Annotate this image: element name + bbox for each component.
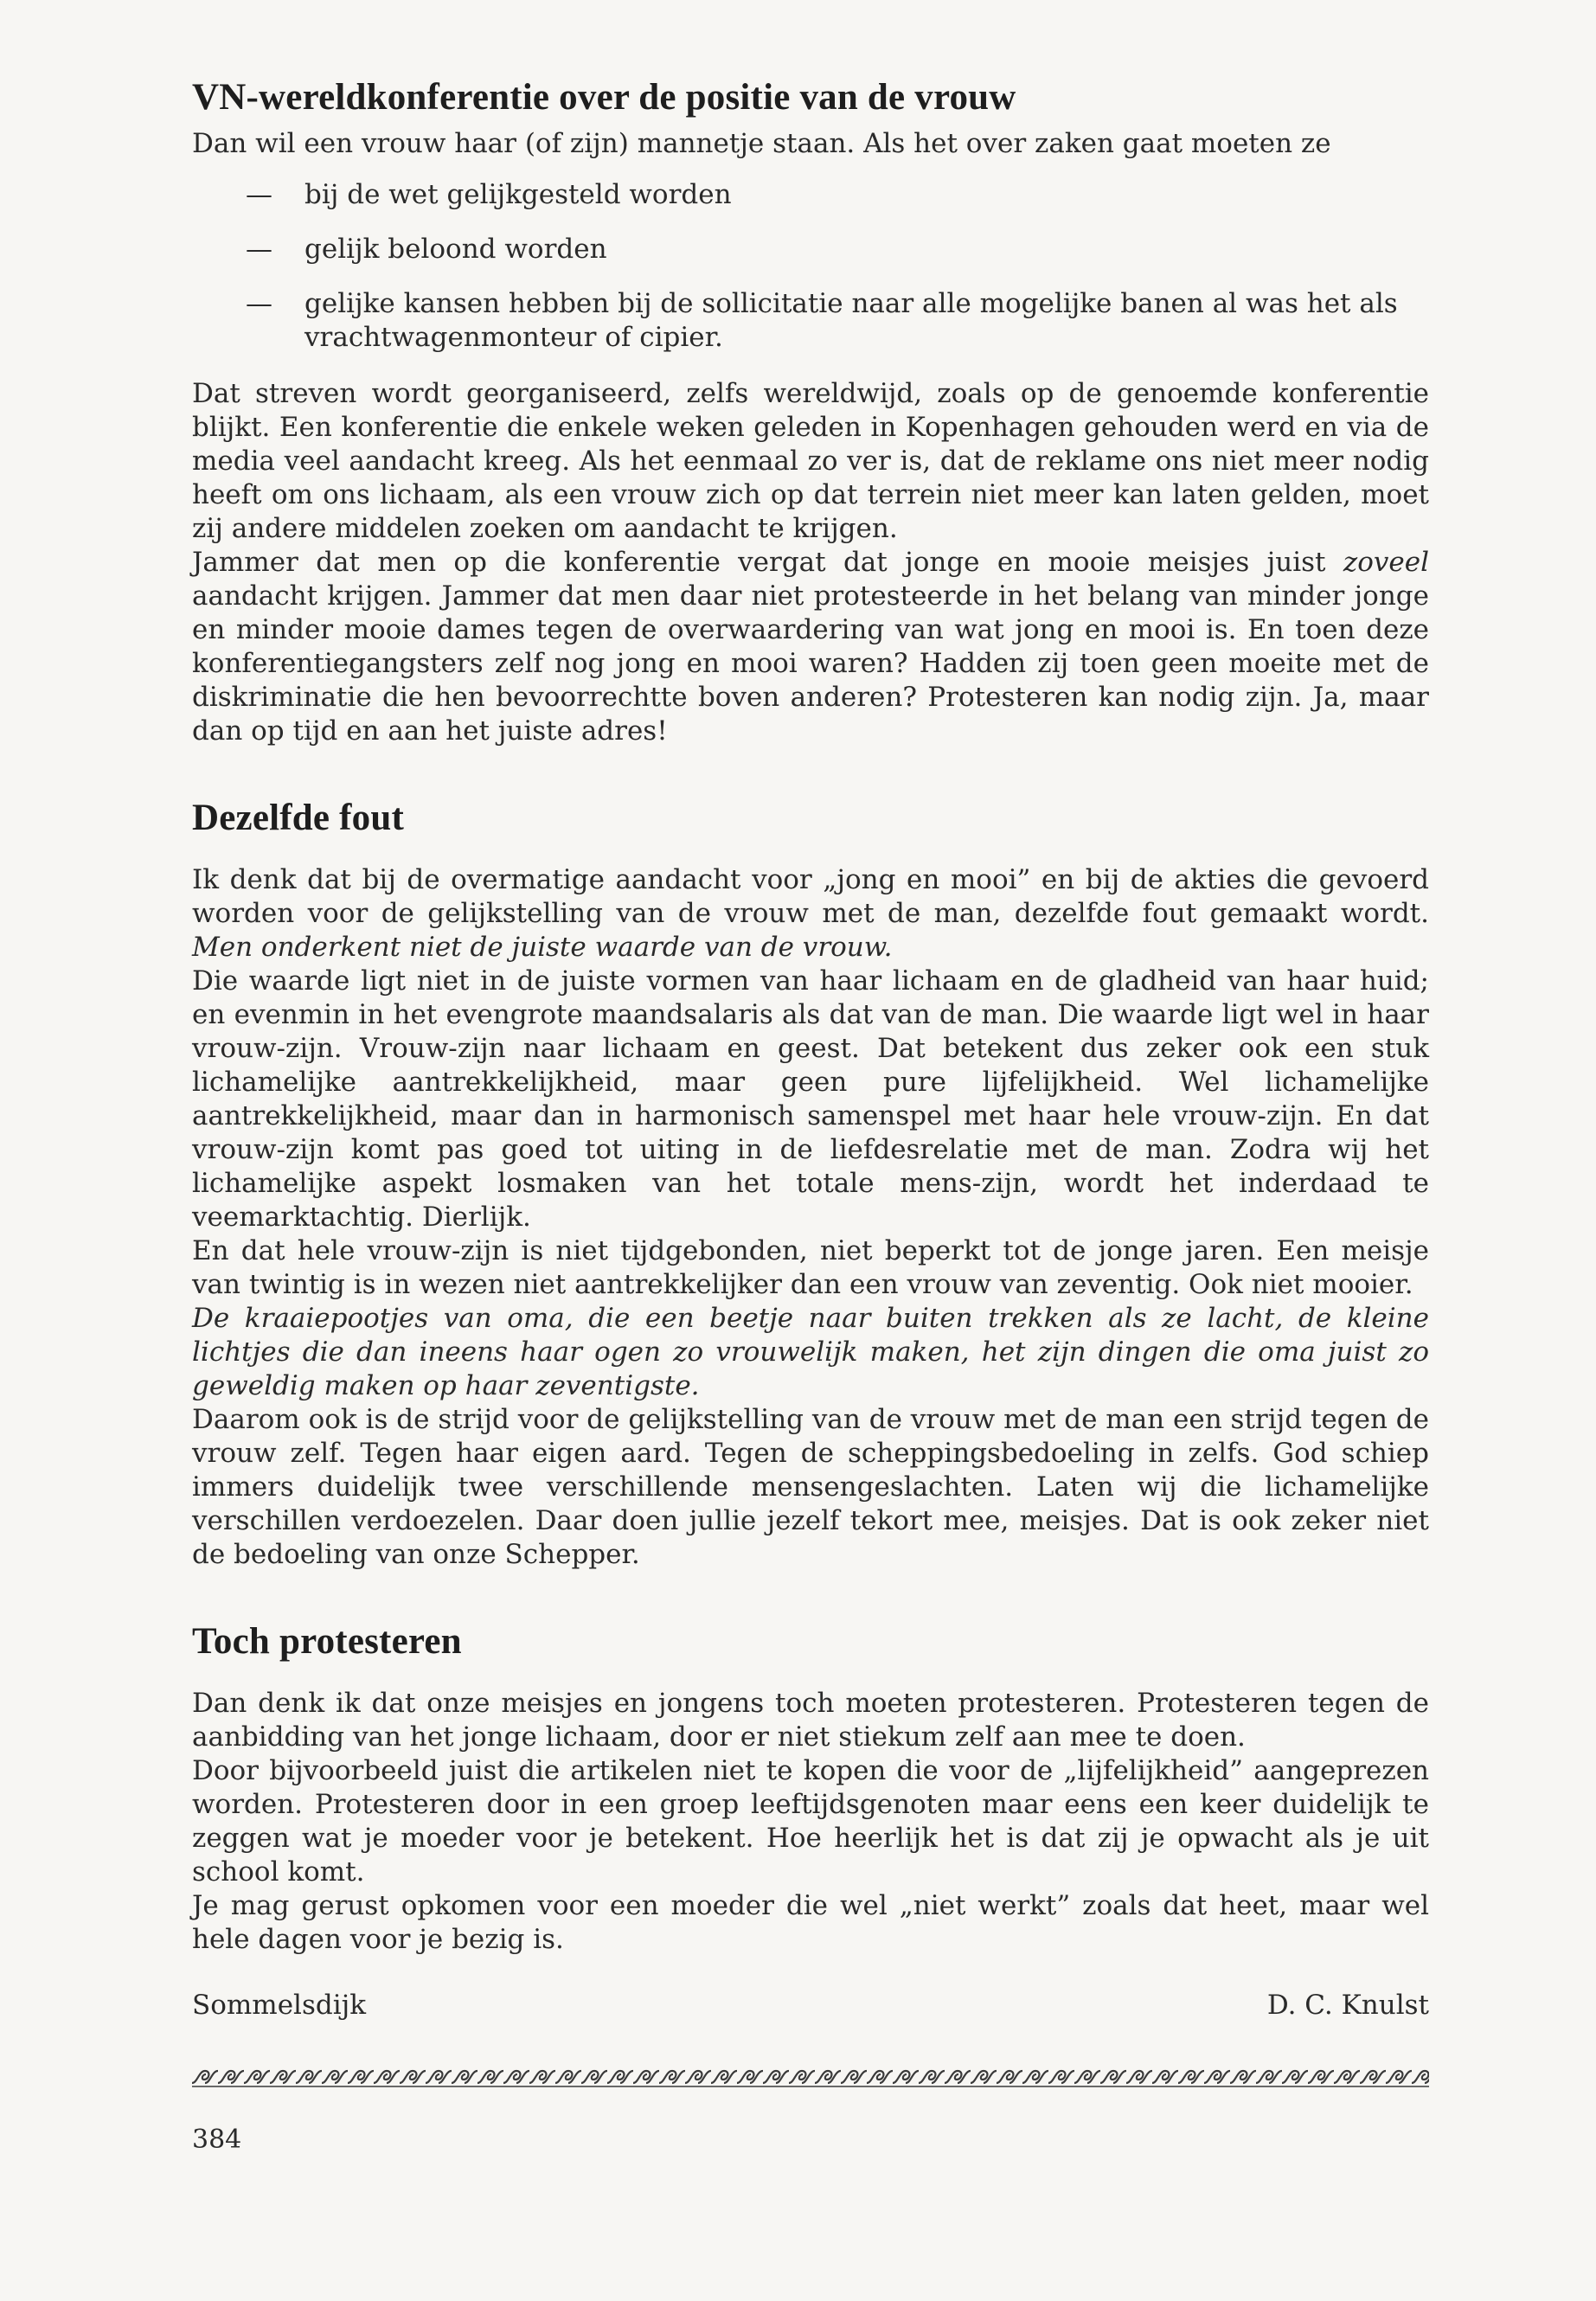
signature-author: D. C. Knulst (1266, 1990, 1429, 2021)
signature-place: Sommelsdijk (192, 1990, 367, 2021)
paragraph: Dan wil een vrouw haar (of zijn) mannetje staan. Als het over zaken gaat moeten ze (192, 128, 1331, 159)
dash-list (192, 178, 1429, 355)
section-title-vn-conference: VN-wereldkonferentie over de positie van de vrouw (192, 77, 1016, 118)
dash-bullet: — (246, 179, 272, 210)
dash-bullet: — (246, 288, 272, 319)
paragraph-italic: De kraaiepootjes van oma, die een beetje naar buiten trekken als ze lacht, de kleine lichtjes die dan ineens haar ogen zo vrouwelijk maken, het zijn dingen die oma juist zo geweldig maken op haar zeventigste. (192, 1303, 1429, 1401)
paragraph: Je mag gerust opkomen voor een moeder die wel „niet werkt” zoals dat heet, maar wel hele dagen voor je bezig is. (192, 1890, 1429, 1955)
wave-border-ornament-icon (192, 2064, 1429, 2090)
paragraph: Daarom ook is de strijd voor de gelijkstelling van de vrouw met de man een strijd tegen de vrouw zelf. Tegen haar eigen aard. Tegen de scheppingsbedoeling in zelfs. God schiep immers duidelijk twee verschillende mensengeslachten. Laten wij die lichamelijke verschillen verdoezelen. Daar doen jullie jezelf tekort mee, meisjes. Dat is ook zeker niet de bedoeling van onze Schepper. (192, 1404, 1429, 1570)
text-column (192, 76, 1429, 2155)
emphasis: zoveel (1343, 547, 1429, 578)
emphasis: Men onderkent niet de juiste waarde van de vrouw. (192, 932, 893, 963)
page-number: 384 (192, 2125, 242, 2155)
section-title-protest: Toch protesteren (192, 1621, 462, 1662)
dash-bullet: — (246, 234, 272, 265)
list-item-text: gelijke kansen hebben bij de sollicitatie naar alle mogelijke banen al was het als vrachtwagenmonteur of cipier. (304, 288, 1398, 353)
signature-line (192, 1990, 1429, 2021)
paragraph: Dan denk ik dat onze meisjes en jongens toch moeten protesteren. Protesteren tegen de aanbidding van het jonge lichaam, door er niet stiekum zelf aan mee te doen. (192, 1688, 1429, 1753)
list-item (192, 178, 1429, 212)
paragraph: Dat streven wordt georganiseerd, zelfs wereldwijd, zoals op de genoemde konferentie blijkt. Een konferentie die enkele weken geleden in Kopenhagen gehouden werd en via de media veel aandacht kreeg. Als het eenmaal zo ver is, dat de reklame ons niet meer nodig heeft om ons lichaam, als een vrouw zich op dat terrein niet meer kan laten gelden, moet zij andere middelen zoeken om aandacht te krijgen. (192, 378, 1429, 544)
paragraph: Ik denk dat bij de overmatige aandacht voor „jong en mooi” en bij de akties die gevoerd worden voor de gelijkstelling van de vrouw met de man, dezelfde fout gemaakt wordt. Men onderkent niet de juiste waarde van de vrouw. (192, 864, 1429, 963)
list-item-text: gelijk beloond worden (304, 234, 607, 265)
paragraph: Jammer dat men op die konferentie vergat dat jonge en mooie meisjes juist zoveel aandacht krijgen. Jammer dat men daar niet protesteerde in het belang van minder jonge en minder mooie dames tegen de overwaardering van wat jong en mooi is. En toen deze konferentiegangsters zelf nog jong en mooi waren? Hadden zij toen geen moeite met de diskriminatie die hen bevoorrechtte boven anderen? Protesteren kan nodig zijn. Ja, maar dan op tijd en aan het juiste adres! (192, 547, 1429, 747)
paragraph: Door bijvoorbeeld juist die artikelen niet te kopen die voor de „lijfelijkheid” aangeprezen worden. Protesteren door in een groep leeftijdsgenoten maar eens een keer duidelijk te zeggen wat je moeder voor je betekent. Hoe heerlijk het is dat zij je opwacht als je uit school komt. (192, 1755, 1429, 1888)
list-item (192, 287, 1429, 355)
list-item (192, 233, 1429, 266)
section-title-same-mistake: Dezelfde fout (192, 798, 404, 838)
paragraph: Die waarde ligt niet in de juiste vormen van haar lichaam en de gladheid van haar huid; en evenmin in het evengrote maandsalaris als dat van de man. Die waarde ligt wel in haar vrouw-zijn. Vrouw-zijn naar lichaam en geest. Dat betekent dus zeker ook een stuk lichamelijke aantrekkelijkheid, maar geen pure lijfelijkheid. Wel lichamelijke aantrekkelijkheid, maar dan in harmonisch samenspel met haar hele vrouw-zijn. En dat vrouw-zijn komt pas goed tot uiting in de liefdesrelatie met de man. Zodra wij het lichamelijke aspekt losmaken van het totale mens-zijn, wordt het inderdaad te veemarktachtig. Dierlijk. (192, 965, 1429, 1233)
paragraph: En dat hele vrouw-zijn is niet tijdgebonden, niet beperkt tot de jonge jaren. Een meisje van twintig is in wezen niet aantrekkelijker dan een vrouw van zeventig. Ook niet mooier. (192, 1235, 1429, 1300)
list-item-text: bij de wet gelijkgesteld worden (304, 179, 732, 210)
